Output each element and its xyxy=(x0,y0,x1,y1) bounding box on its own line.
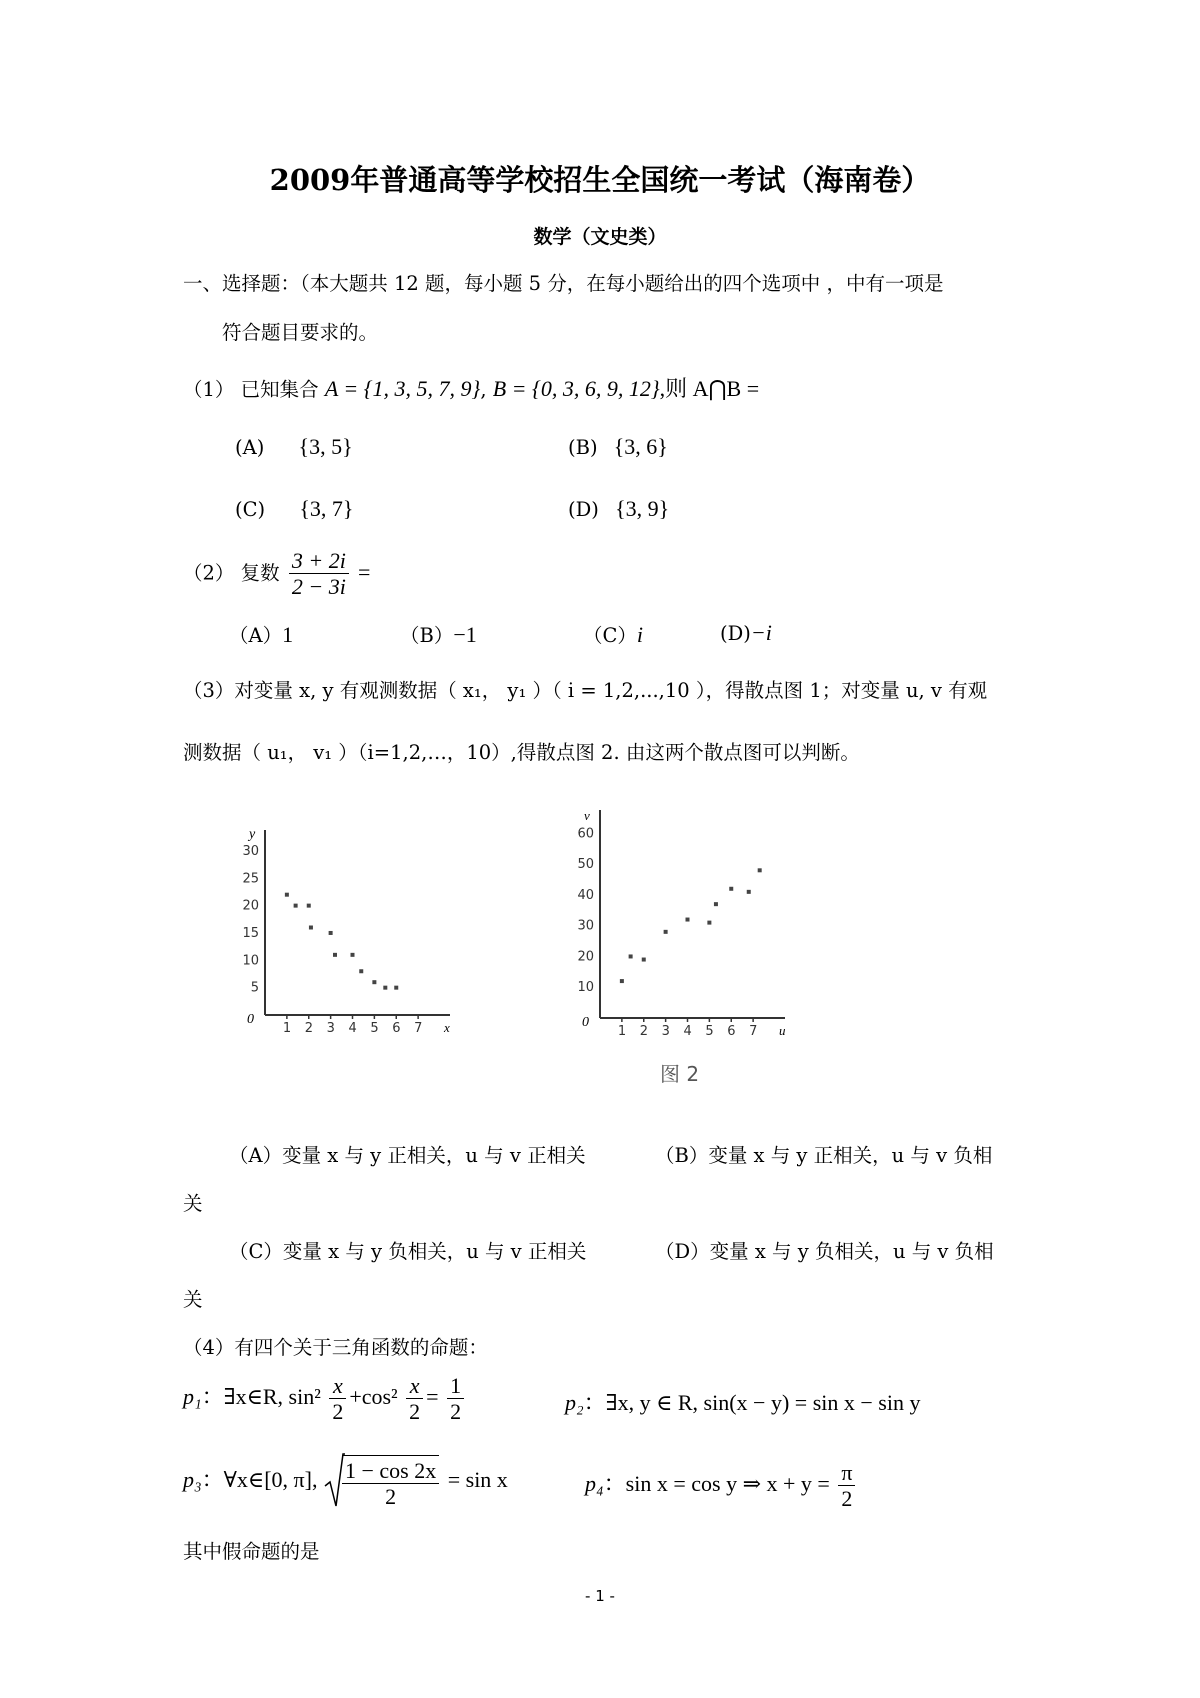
y-tick-label: 20 xyxy=(577,949,594,965)
section-instructions-line2: 符合题目要求的。 xyxy=(222,321,379,344)
scatter-point xyxy=(307,904,311,908)
scatter-point xyxy=(359,969,363,973)
square-root: $\frac{1 - \cos 2x}{2}$ xyxy=(323,1452,442,1512)
fraction: $\frac{x}{2}$ xyxy=(329,1373,346,1425)
scatter-point xyxy=(729,887,733,891)
fraction: $\frac{\pi}{2}$ xyxy=(838,1460,855,1512)
y-tick-label: 50 xyxy=(577,857,594,873)
q3-option-c[interactable]: （C）变量 x 与 y 负相关，u 与 v 正相关 xyxy=(229,1240,587,1263)
question-text: 复数 xyxy=(240,561,280,585)
scatter-point xyxy=(758,868,762,872)
proposition-p3: p₃：∀x∈[0, π], $\frac{1 - \cos 2x}{2}$ = sin x xyxy=(183,1452,508,1512)
question-4-stem: （4）有四个关于三角函数的命题： xyxy=(183,1336,488,1359)
option-label: (C) xyxy=(235,498,266,521)
q2-option-d[interactable]: (D)−i xyxy=(720,620,772,645)
scatter-plot-1 xyxy=(225,820,465,1040)
scatter-plot-2 xyxy=(560,800,800,1040)
y-tick-label: 40 xyxy=(577,887,594,903)
scatter-point xyxy=(383,986,387,990)
page-number: - 1 - xyxy=(585,1587,615,1605)
scatter-point xyxy=(372,980,376,984)
scatter-point xyxy=(333,953,337,957)
scatter-point xyxy=(707,921,711,925)
set-b: B = {0, 3, 6, 9, 12} xyxy=(492,376,660,401)
scatter-point xyxy=(285,893,289,897)
y-tick-label: 30 xyxy=(242,843,259,859)
proposition-p2: p₂：∃x, y ∈ R, sin(x − y) = sin x − sin y xyxy=(565,1390,921,1415)
question-text: 已知集合 xyxy=(240,378,319,401)
scatter-point xyxy=(351,953,355,957)
y-tick-label: 10 xyxy=(242,953,259,969)
option-label: (B) xyxy=(568,436,598,459)
scatter-point xyxy=(620,979,624,983)
option-value: {3, 9} xyxy=(615,496,670,521)
scatter-point xyxy=(294,904,298,908)
complex-fraction: $\frac{3 + 2i}{2 - 3i}$ xyxy=(289,548,349,600)
y-tick-label: 30 xyxy=(577,918,594,934)
fraction: $\frac{x}{2}$ xyxy=(406,1373,423,1425)
figure-2-caption: 图 2 xyxy=(660,1062,700,1086)
question-number: （2） xyxy=(183,561,235,585)
y-tick-label: 60 xyxy=(577,826,594,842)
origin-label: 0 xyxy=(247,1012,254,1027)
x-tick-label: 5 xyxy=(705,1024,714,1039)
y-axis-label: v xyxy=(584,808,590,823)
option-c[interactable] xyxy=(235,496,353,522)
x-tick-label: 3 xyxy=(326,1021,335,1036)
scatter-point xyxy=(329,931,333,935)
question-3-line2: 测数据（ u₁， v₁ ）（i=1,2,…，10）,得散点图 2. 由这两个散点图可以判断。 xyxy=(183,741,860,764)
option-a[interactable] xyxy=(235,434,353,460)
x-tick-label: 1 xyxy=(282,1021,292,1036)
x-tick-label: 5 xyxy=(370,1021,379,1036)
y-tick-label: 5 xyxy=(250,980,259,996)
x-tick-label: 1 xyxy=(617,1024,627,1039)
scatter-point xyxy=(714,902,718,906)
question-tail: ,则 A⋂B = xyxy=(659,376,760,401)
q3-option-d-wrap: 关 xyxy=(183,1288,203,1311)
question-1-stem: （1） 已知集合 A = {1, 3, 5, 7, 9}, B = {0, 3, 6, 9, 12},则 A⋂B = xyxy=(183,376,760,401)
scatter-point xyxy=(747,890,751,894)
scatter-point xyxy=(629,954,633,958)
x-tick-label: 7 xyxy=(414,1021,423,1036)
y-tick-label: 10 xyxy=(577,980,594,996)
option-value: {3, 7} xyxy=(299,496,354,521)
x-axis-label: u xyxy=(779,1023,786,1038)
scatter-point xyxy=(686,918,690,922)
x-tick-label: 3 xyxy=(661,1024,670,1039)
q2-option-b[interactable]: （B）−1 xyxy=(400,622,477,647)
scatter-point xyxy=(642,958,646,962)
y-tick-label: 15 xyxy=(242,925,259,941)
scatter-point xyxy=(309,926,313,930)
x-tick-label: 2 xyxy=(304,1021,314,1036)
option-label: (A) xyxy=(235,436,265,459)
option-value: {3, 5} xyxy=(298,434,353,459)
proposition-p4: p₄：sin x = cos y ⇒ x + y = $\frac{\pi}{2}$ xyxy=(585,1460,858,1512)
page-title: 2009年普通高等学校招生全国统一考试（海南卷） xyxy=(269,163,931,197)
q3-option-b[interactable]: （B）变量 x 与 y 正相关，u 与 v 负相 xyxy=(655,1144,993,1167)
option-value: {3, 6} xyxy=(613,434,668,459)
q2-option-c[interactable]: （C）i xyxy=(583,622,644,647)
x-tick-label: 2 xyxy=(639,1024,649,1039)
q3-option-b-wrap: 关 xyxy=(183,1192,203,1215)
option-d[interactable] xyxy=(568,496,669,522)
x-tick-label: 4 xyxy=(348,1021,357,1036)
option-label: (D) xyxy=(568,498,599,521)
x-tick-label: 7 xyxy=(749,1024,758,1039)
page-subtitle: 数学（文史类） xyxy=(533,226,667,248)
set-a: A = {1, 3, 5, 7, 9} xyxy=(324,376,481,401)
origin-label: 0 xyxy=(582,1015,589,1030)
y-tick-label: 20 xyxy=(242,898,259,914)
y-tick-label: 25 xyxy=(242,871,259,887)
y-axis-label: y xyxy=(249,827,256,842)
fraction: $\frac{1}{2}$ xyxy=(447,1373,464,1425)
question-number: （1） xyxy=(183,378,235,401)
question-3-line1: （3）对变量 x, y 有观测数据（ x₁， y₁ ）（ i = 1,2,...,10 ），得散点图 1；对变量 u, v 有观 xyxy=(183,679,988,702)
q3-option-a[interactable]: （A）变量 x 与 y 正相关，u 与 v 正相关 xyxy=(229,1144,586,1167)
equals-sign: = xyxy=(358,559,371,585)
q2-option-a[interactable]: （A）1 xyxy=(229,622,294,647)
x-tick-label: 4 xyxy=(683,1024,692,1039)
question-4-conclusion: 其中假命题的是 xyxy=(183,1540,320,1563)
question-2-stem xyxy=(183,548,370,600)
scatter-point xyxy=(664,930,668,934)
x-tick-label: 6 xyxy=(392,1021,401,1036)
q3-option-d[interactable]: （D）变量 x 与 y 负相关，u 与 v 负相 xyxy=(655,1240,994,1263)
option-b[interactable] xyxy=(568,434,668,460)
x-axis-label: x xyxy=(444,1020,450,1035)
scatter-point xyxy=(394,986,398,990)
proposition-p1: p₁：∃x∈R, sin² $\frac{x}{2}$ +cos² $\frac{x}{2}$ = $\frac{1}{2}$ xyxy=(183,1373,467,1425)
section-instructions-line1: 一、选择题：（本大题共 12 题，每小题 5 分，在每小题给出的四个选项中 ，中有一项是 xyxy=(183,272,944,295)
x-tick-label: 6 xyxy=(727,1024,736,1039)
